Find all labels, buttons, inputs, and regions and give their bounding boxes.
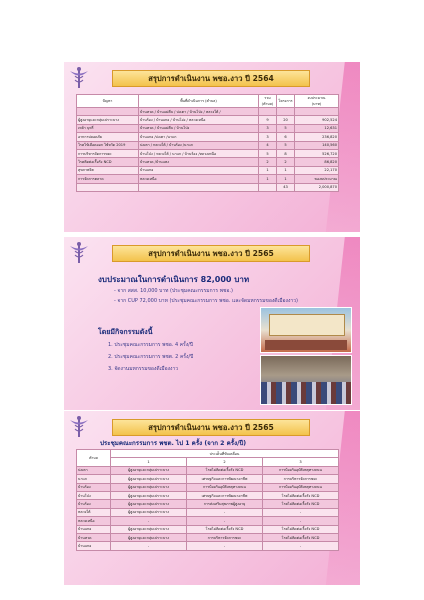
issue-table [76, 449, 339, 551]
cell-problem: โรคติดต่อเรื้อรัง NCD [77, 158, 139, 166]
table-row [77, 108, 339, 116]
budget-line-sss: - จาก สสส. 10,000 บาท (ประชุมคณะกรรมการ พชอ.) [114, 288, 233, 294]
table-row [77, 166, 339, 174]
cell-total: 3 [259, 124, 277, 132]
cell-area: บ้านแหง /ปงเตา /นาแก [139, 133, 259, 141]
audience-shape [261, 382, 351, 404]
cell-total [259, 183, 277, 191]
table-row [77, 533, 339, 541]
cell-area: ปงเตา / หลวงใต้ / บ้านร้อง /นาแก [139, 141, 259, 149]
cell-area: บ้านแหง [139, 166, 259, 174]
cell-issue-2: การป้องกันอุบัติเหตุทางถนน [187, 483, 263, 491]
header-issue-1: 1 [111, 458, 187, 466]
cell-projects: 2 [277, 158, 295, 166]
cell-issue-1: ผู้สูงอายุและกลุ่มเปราะบาง [111, 466, 187, 474]
event-photo-exhibition [260, 307, 352, 353]
table-row [77, 491, 339, 499]
header-total-unit: (ตำบล) [261, 102, 274, 106]
crowd-shape [265, 340, 347, 350]
exhibition-board [269, 314, 345, 336]
budget-heading: งบประมาณในการดำเนินการ 82,000 บาท [98, 275, 250, 284]
cell-projects: 1 [277, 175, 295, 183]
cell-subdistrict: บ้านแหง [77, 542, 111, 550]
table-row [77, 542, 339, 550]
header-budget [295, 95, 339, 108]
cell-problem [77, 108, 139, 116]
table-row [77, 116, 339, 124]
cell-issue-3: โรคไม่ติดต่อเรื้อรัง NCD [263, 525, 339, 533]
cell-issue-2: การส่งเสริมสุขภาพผู้สูงอายุ [187, 500, 263, 508]
cell-projects: 8 [277, 149, 295, 157]
cell-budget: ของบประมาณ [295, 175, 339, 183]
cell-budget: 12,631 [295, 124, 339, 132]
table-row [77, 483, 339, 491]
header-subdistrict: ตำบล [77, 450, 111, 467]
meeting-heading: ประชุมคณะกรรมการ พชต. ไป 1 ครั้ง (จาก 2 ครั้ง/ปี) [100, 440, 247, 447]
cell-area: บ้านหวด / บ้านแม่ตีบ / บ้านโป่ง [139, 124, 259, 132]
cell-issue-3: การป้องกันอุบัติเหตุทางถนน [263, 466, 339, 474]
header-projects: โครงการ [277, 95, 295, 108]
cell-problem: การจัดการตลาด [77, 175, 139, 183]
header-budget-label: งบประมาณ [307, 96, 326, 100]
cell-subdistrict: หลวงเหนือ [77, 517, 111, 525]
table-row [77, 183, 339, 191]
cell-issue-1: ผู้สูงอายุและกลุ่มเปราะบาง [111, 508, 187, 516]
table-row [77, 158, 339, 166]
table-row [77, 141, 339, 149]
cell-problem: ผู้สูงอายุและกลุ่มเปราะบาง [77, 116, 139, 124]
cell-issue-2: โรคไม่ติดต่อเรื้อรัง NCD [187, 525, 263, 533]
cell-subdistrict: บ้านหวด [77, 533, 111, 541]
table-header-row [77, 458, 339, 466]
cell-subdistrict: บ้านแหง [77, 525, 111, 533]
cell-issue-2: - [187, 508, 263, 516]
caduceus-logo-icon [68, 241, 90, 265]
header-total-label: รวม [264, 96, 271, 100]
table-row [77, 124, 339, 132]
cell-area: บ้านหวด / บ้านแม่ตีบ / ปงเตา / บ้านโป่ง / หลวงใต้ / [139, 108, 259, 116]
table-row [77, 475, 339, 483]
caduceus-logo-icon [68, 66, 90, 90]
cell-issue-3: - [263, 517, 339, 525]
cell-issue-1: ผู้สูงอายุและกลุ่มเปราะบาง [111, 525, 187, 533]
table-row [77, 517, 339, 525]
cell-area: บ้านโป่ง / หลวงใต้ / นาแก / บ้านร้อง /หลวงเหนือ [139, 149, 259, 157]
cell-issue-1: ผู้สูงอายุและกลุ่มเปราะบาง [111, 533, 187, 541]
cell-issue-1: ผู้สูงอายุและกลุ่มเปราะบาง [111, 475, 187, 483]
cell-issue-2: - [187, 542, 263, 550]
cell-issue-2: โรคไม่ติดต่อเรื้อรัง NCD [187, 466, 263, 474]
cell-issue-2: เศรษฐกิจและการพัฒนาอาชีพ [187, 475, 263, 483]
cell-budget: 86,820 [295, 158, 339, 166]
budget-line-cup: - จาก CUP 72,000 บาท (ประชุมคณะกรรมการ พชอ. และจัดมหกรรมของดีเมืองงาว) [114, 298, 298, 304]
cell-budget: 22,170 [295, 166, 339, 174]
cell-subdistrict: ปงเตา [77, 466, 111, 474]
cell-total: 1 [259, 166, 277, 174]
event-photo-meeting [260, 355, 352, 405]
cell-problem: สุขภาพจิต [77, 166, 139, 174]
cell-issue-1: - [111, 517, 187, 525]
table-row [77, 525, 339, 533]
cell-total: 4 [259, 141, 277, 149]
cell-problem: เหล้า บุหรี่ [77, 124, 139, 132]
slide-title: สรุปการดำเนินงาน พชอ.งาว ปี 2564 [112, 70, 310, 87]
cell-issue-1: ผู้สูงอายุและกลุ่มเปราะบาง [111, 483, 187, 491]
table-row [77, 175, 339, 183]
slide-2565-meetings [64, 411, 360, 585]
cell-projects: 43 [277, 183, 295, 191]
cell-projects: 1 [277, 166, 295, 174]
table-row [77, 466, 339, 474]
table-row [77, 508, 339, 516]
caduceus-logo-icon [68, 415, 90, 439]
cell-projects: 5 [277, 124, 295, 132]
cell-issue-2: เศรษฐกิจและการพัฒนาอาชีพ [187, 491, 263, 499]
cell-budget: 526,720 [295, 149, 339, 157]
slide-2565-budget [64, 237, 360, 410]
table-row [77, 149, 339, 157]
cell-total: 5 [259, 149, 277, 157]
cell-issue-2: การบริหารจัดการขยะ [187, 533, 263, 541]
cell-subdistrict: หลวงใต้ [77, 508, 111, 516]
cell-issue-3: การป้องกันอุบัติเหตุทางถนน [263, 483, 339, 491]
cell-subdistrict: บ้านโป่ง [77, 491, 111, 499]
header-budget-unit: (บาท) [311, 102, 322, 106]
header-problem: ปัญหา [77, 95, 139, 108]
cell-area: บ้านหวด /บ้านแหง [139, 158, 259, 166]
cell-issue-1: ผู้สูงอายุและกลุ่มเปราะบาง [111, 500, 187, 508]
cell-projects: 20 [277, 116, 295, 124]
cell-budget: 236,820 [295, 133, 339, 141]
cell-issue-1: - [111, 542, 187, 550]
cell-total: 3 [259, 133, 277, 141]
table-header-row [77, 95, 339, 108]
cell-issue-2: - [187, 517, 263, 525]
activity-item: 3. จัดงานมหกรรมของดีเมืองงาว [108, 366, 179, 372]
table-header-row [77, 450, 339, 458]
cell-issue-1: ผู้สูงอายุและกลุ่มเปราะบาง [111, 491, 187, 499]
cell-issue-3: - [263, 542, 339, 550]
cell-projects: 6 [277, 133, 295, 141]
project-table [76, 94, 339, 192]
cell-total: 2 [259, 158, 277, 166]
cell-subdistrict: บ้านร้อง [77, 500, 111, 508]
cell-subdistrict: นาแก [77, 475, 111, 483]
cell-problem: การบริหารจัดการขยะ [77, 149, 139, 157]
cell-total: 9 [259, 116, 277, 124]
table-row [77, 133, 339, 141]
cell-issue-3: - [263, 508, 339, 516]
cell-issue-3: โรคไม่ติดต่อเรื้อรัง NCD [263, 491, 339, 499]
cell-budget: 2,000,870 [295, 183, 339, 191]
cell-projects [277, 108, 295, 116]
cell-problem: อาหารปลอดภัย [77, 133, 139, 141]
header-issue-2: 2 [187, 458, 263, 466]
cell-problem: โรคไข้เลือดออก ไข้หวัด 2019 [77, 141, 139, 149]
header-issue-3: 3 [263, 458, 339, 466]
cell-projects: 5 [277, 141, 295, 149]
cell-issue-3: โรคไม่ติดต่อเรื้อรัง NCD [263, 533, 339, 541]
activity-item: 2. ประชุมคณะกรรมการ พชต. 2 ครั้ง/ปี [108, 354, 194, 360]
cell-budget: 140,560 [295, 141, 339, 149]
cell-total [259, 108, 277, 116]
cell-issue-3: การบริหารจัดการขยะ [263, 475, 339, 483]
cell-budget [295, 108, 339, 116]
cell-subdistrict: บ้านร้อง [77, 483, 111, 491]
cell-area: หลวงเหนือ [139, 175, 259, 183]
cell-total: 1 [259, 175, 277, 183]
slide-title: สรุปการดำเนินงาน พชอ.งาว ปี 2565 [112, 245, 310, 262]
cell-issue-3: โรคไม่ติดต่อเรื้อรัง NCD [263, 500, 339, 508]
cell-area [139, 183, 259, 191]
activity-item: 1. ประชุมคณะกรรมการ พชอ. 4 ครั้ง/ปี [108, 342, 194, 348]
cell-problem [77, 183, 139, 191]
activities-heading: โดยมีกิจกรรมดังนี้ [98, 328, 153, 336]
header-area: พื้นที่ดำเนินการ (ตำบล) [139, 95, 259, 108]
slide-title: สรุปการดำเนินงาน พชอ.งาว ปี 2565 [112, 419, 310, 436]
slide-2564-summary [64, 62, 360, 232]
header-total [259, 95, 277, 108]
header-issue-group: ประเด็นที่ขับเคลื่อน [111, 450, 339, 458]
cell-area: บ้านร้อง / บ้านแหง / บ้านโอ่ง / หลวงเหนือ [139, 116, 259, 124]
table-row [77, 500, 339, 508]
cell-budget: 902,524 [295, 116, 339, 124]
